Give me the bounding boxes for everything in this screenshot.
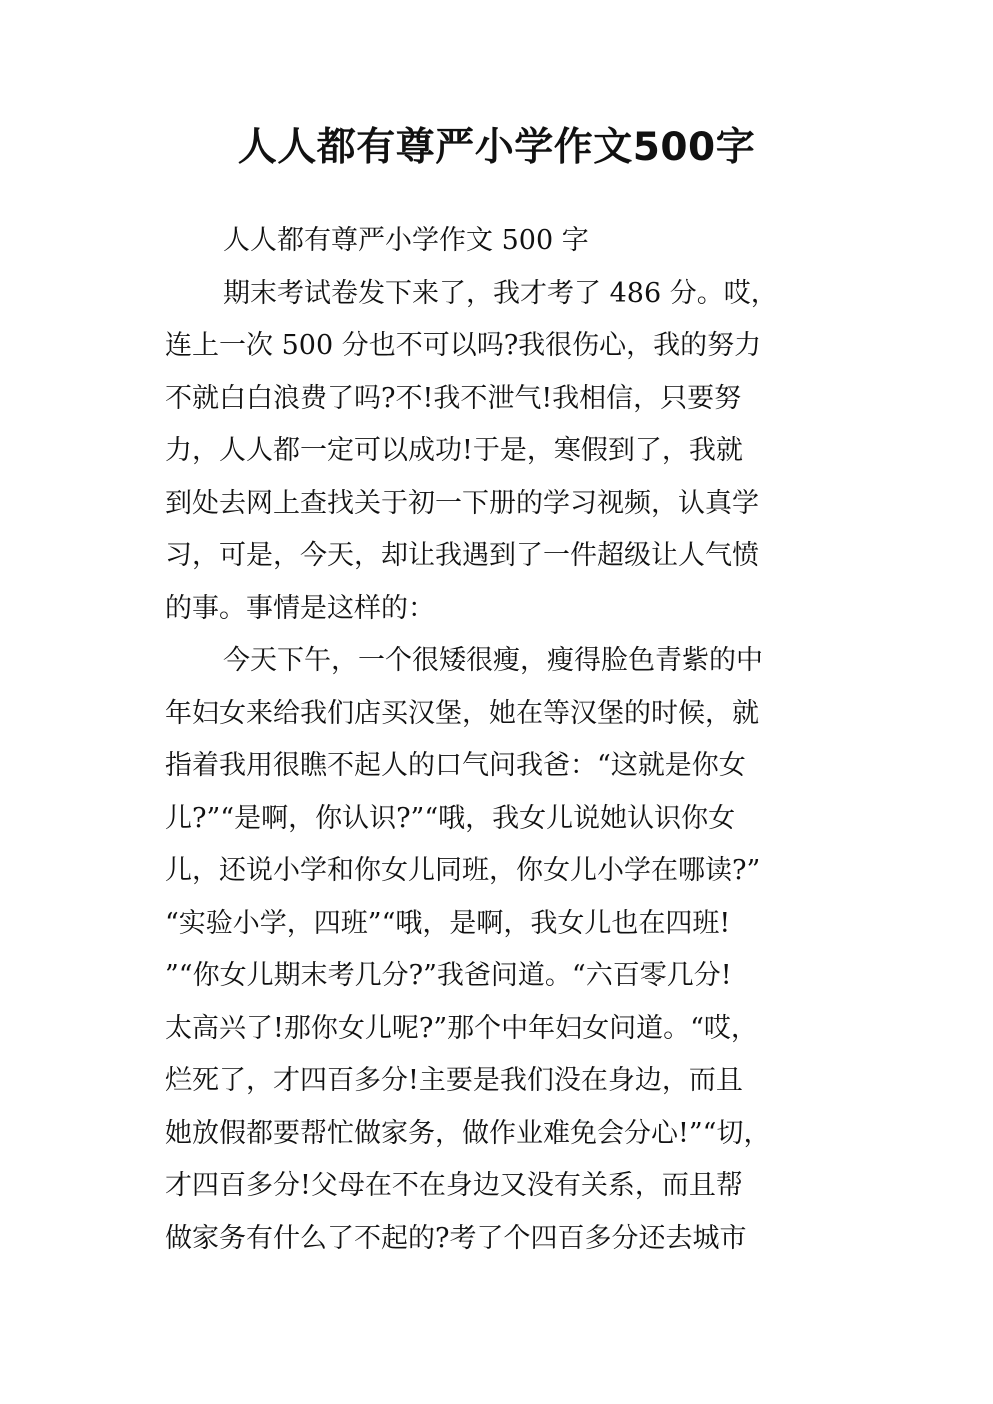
paragraph-line: 习，可是，今天，却让我遇到了一件超级让人气愤 — [165, 540, 759, 571]
paragraph-line: 太高兴了!那你女儿呢?”那个中年妇女问道。“哎， — [165, 1012, 758, 1044]
paragraph-line: 烂死了，才四百多分!主要是我们没在身边，而且 — [165, 1065, 743, 1096]
paragraph-line: ”“你女儿期末考几分?”我爸问道。“六百零几分! — [165, 960, 732, 991]
paragraph-line: 指着我用很瞧不起人的口气问我爸：“这就是你女 — [165, 750, 746, 781]
paragraph-line: 今天下午，一个很矮很瘦，瘦得脸色青紫的中 — [223, 645, 763, 676]
paragraph-line: 年妇女来给我们店买汉堡，她在等汉堡的时候，就 — [165, 697, 759, 729]
paragraph-line: 儿?”“是啊，你认识?”“哦，我女儿说她认识你女 — [165, 802, 736, 834]
paragraph-line: 她放假都要帮忙做家务，做作业难免会分心!”“切， — [165, 1117, 771, 1149]
document-title: 人人都有尊严小学作文500字 — [237, 125, 756, 170]
document-body — [165, 215, 835, 1265]
paragraph-line: 到处去网上查找关于初一下册的学习视频，认真学 — [165, 487, 759, 519]
paragraph-line: 连上一次 500 分也不可以吗?我很伤心，我的努力 — [165, 330, 762, 361]
paragraph-line: 儿，还说小学和你女儿同班，你女儿小学在哪读?” — [165, 855, 761, 886]
paragraph-line: 力，人人都一定可以成功!于是，寒假到了，我就 — [165, 435, 743, 466]
paragraph-line: 才四百多分!父母在不在身边又没有关系，而且帮 — [165, 1170, 743, 1201]
paragraph-line: 的事。事情是这样的： — [165, 592, 435, 624]
paragraph-line: 人人都有尊严小学作文 500 字 — [223, 225, 589, 256]
paragraph-line: 期末考试卷发下来了，我才考了 486 分。哎， — [223, 277, 778, 309]
paragraph-line: 不就白白浪费了吗?不!我不泄气!我相信，只要努 — [165, 382, 742, 414]
paragraph-line: “实验小学，四班”“哦，是啊，我女儿也在四班! — [165, 907, 731, 939]
paragraph-line: 做家务有什么了不起的?考了个四百多分还去城市 — [165, 1222, 747, 1254]
